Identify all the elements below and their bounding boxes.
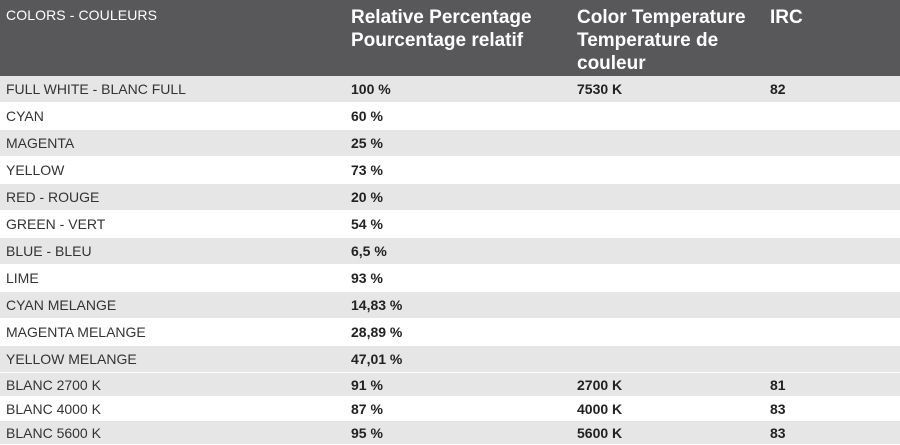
color-name: GREEN - VERT — [6, 216, 106, 232]
color-name: YELLOW — [6, 162, 65, 178]
table-row — [0, 265, 900, 292]
relative-percentage: 87 % — [351, 400, 383, 417]
relative-percentage: 93 % — [351, 270, 383, 286]
relative-percentage: 47,01 % — [351, 351, 403, 367]
table-row — [0, 346, 900, 373]
relative-percentage: 91 % — [351, 376, 383, 393]
color-name: RED - ROUGE — [6, 189, 100, 205]
relative-percentage: 95 % — [351, 424, 383, 441]
relative-percentage: 60 % — [351, 108, 383, 124]
relative-percentage: 73 % — [351, 162, 383, 178]
color-name: YELLOW MELANGE — [6, 351, 137, 367]
table-row — [0, 397, 900, 421]
color-name: MAGENTA — [6, 135, 75, 151]
color-temperature: 2700 K — [577, 376, 623, 393]
header-temp-line1: Color Temperature — [577, 7, 746, 28]
table-row — [0, 157, 900, 184]
color-name: FULL WHITE - BLANC FULL — [6, 81, 186, 97]
table-row — [0, 238, 900, 265]
header-temp-line3: couleur — [577, 53, 646, 74]
relative-percentage: 14,83 % — [351, 297, 403, 313]
color-temperature: 4000 K — [577, 400, 623, 417]
color-name: BLUE - BLEU — [6, 243, 92, 259]
header-temp-line2: Temperature de — [577, 30, 719, 51]
header-colors: COLORS - COULEURS — [6, 7, 158, 23]
table-row — [0, 421, 900, 445]
table-row — [0, 211, 900, 238]
irc-value: 83 — [770, 424, 786, 441]
table-row — [0, 373, 900, 397]
header-relative-line2: Pourcentage relatif — [351, 30, 524, 51]
table-row — [0, 103, 900, 130]
header-color-temperature — [577, 6, 746, 75]
color-temperature: 5600 K — [577, 424, 623, 441]
relative-percentage: 25 % — [351, 135, 383, 151]
irc-value: 81 — [770, 376, 786, 393]
table-row — [0, 292, 900, 319]
table-row — [0, 184, 900, 211]
table-row — [0, 130, 900, 157]
table-row — [0, 76, 900, 103]
color-name: BLANC 5600 K — [6, 424, 101, 441]
color-name: LIME — [6, 270, 39, 286]
header-relative-percentage — [351, 6, 532, 52]
table-body — [0, 76, 900, 445]
color-name: BLANC 2700 K — [6, 376, 101, 393]
table-row — [0, 319, 900, 346]
header-irc — [770, 6, 803, 29]
color-name: MAGENTA MELANGE — [6, 324, 146, 340]
table-header — [0, 0, 900, 76]
irc-value: 83 — [770, 400, 786, 417]
color-name: CYAN MELANGE — [6, 297, 117, 313]
header-relative-line1: Relative Percentage — [351, 7, 532, 28]
color-name: BLANC 4000 K — [6, 400, 101, 417]
irc-value: 82 — [770, 81, 786, 97]
color-name: CYAN — [6, 108, 44, 124]
relative-percentage: 6,5 % — [351, 243, 387, 259]
color-temperature: 7530 K — [577, 81, 623, 97]
relative-percentage: 100 % — [351, 81, 391, 97]
relative-percentage: 54 % — [351, 216, 383, 232]
header-irc-label: IRC — [770, 7, 803, 28]
relative-percentage: 20 % — [351, 189, 383, 205]
relative-percentage: 28,89 % — [351, 324, 403, 340]
